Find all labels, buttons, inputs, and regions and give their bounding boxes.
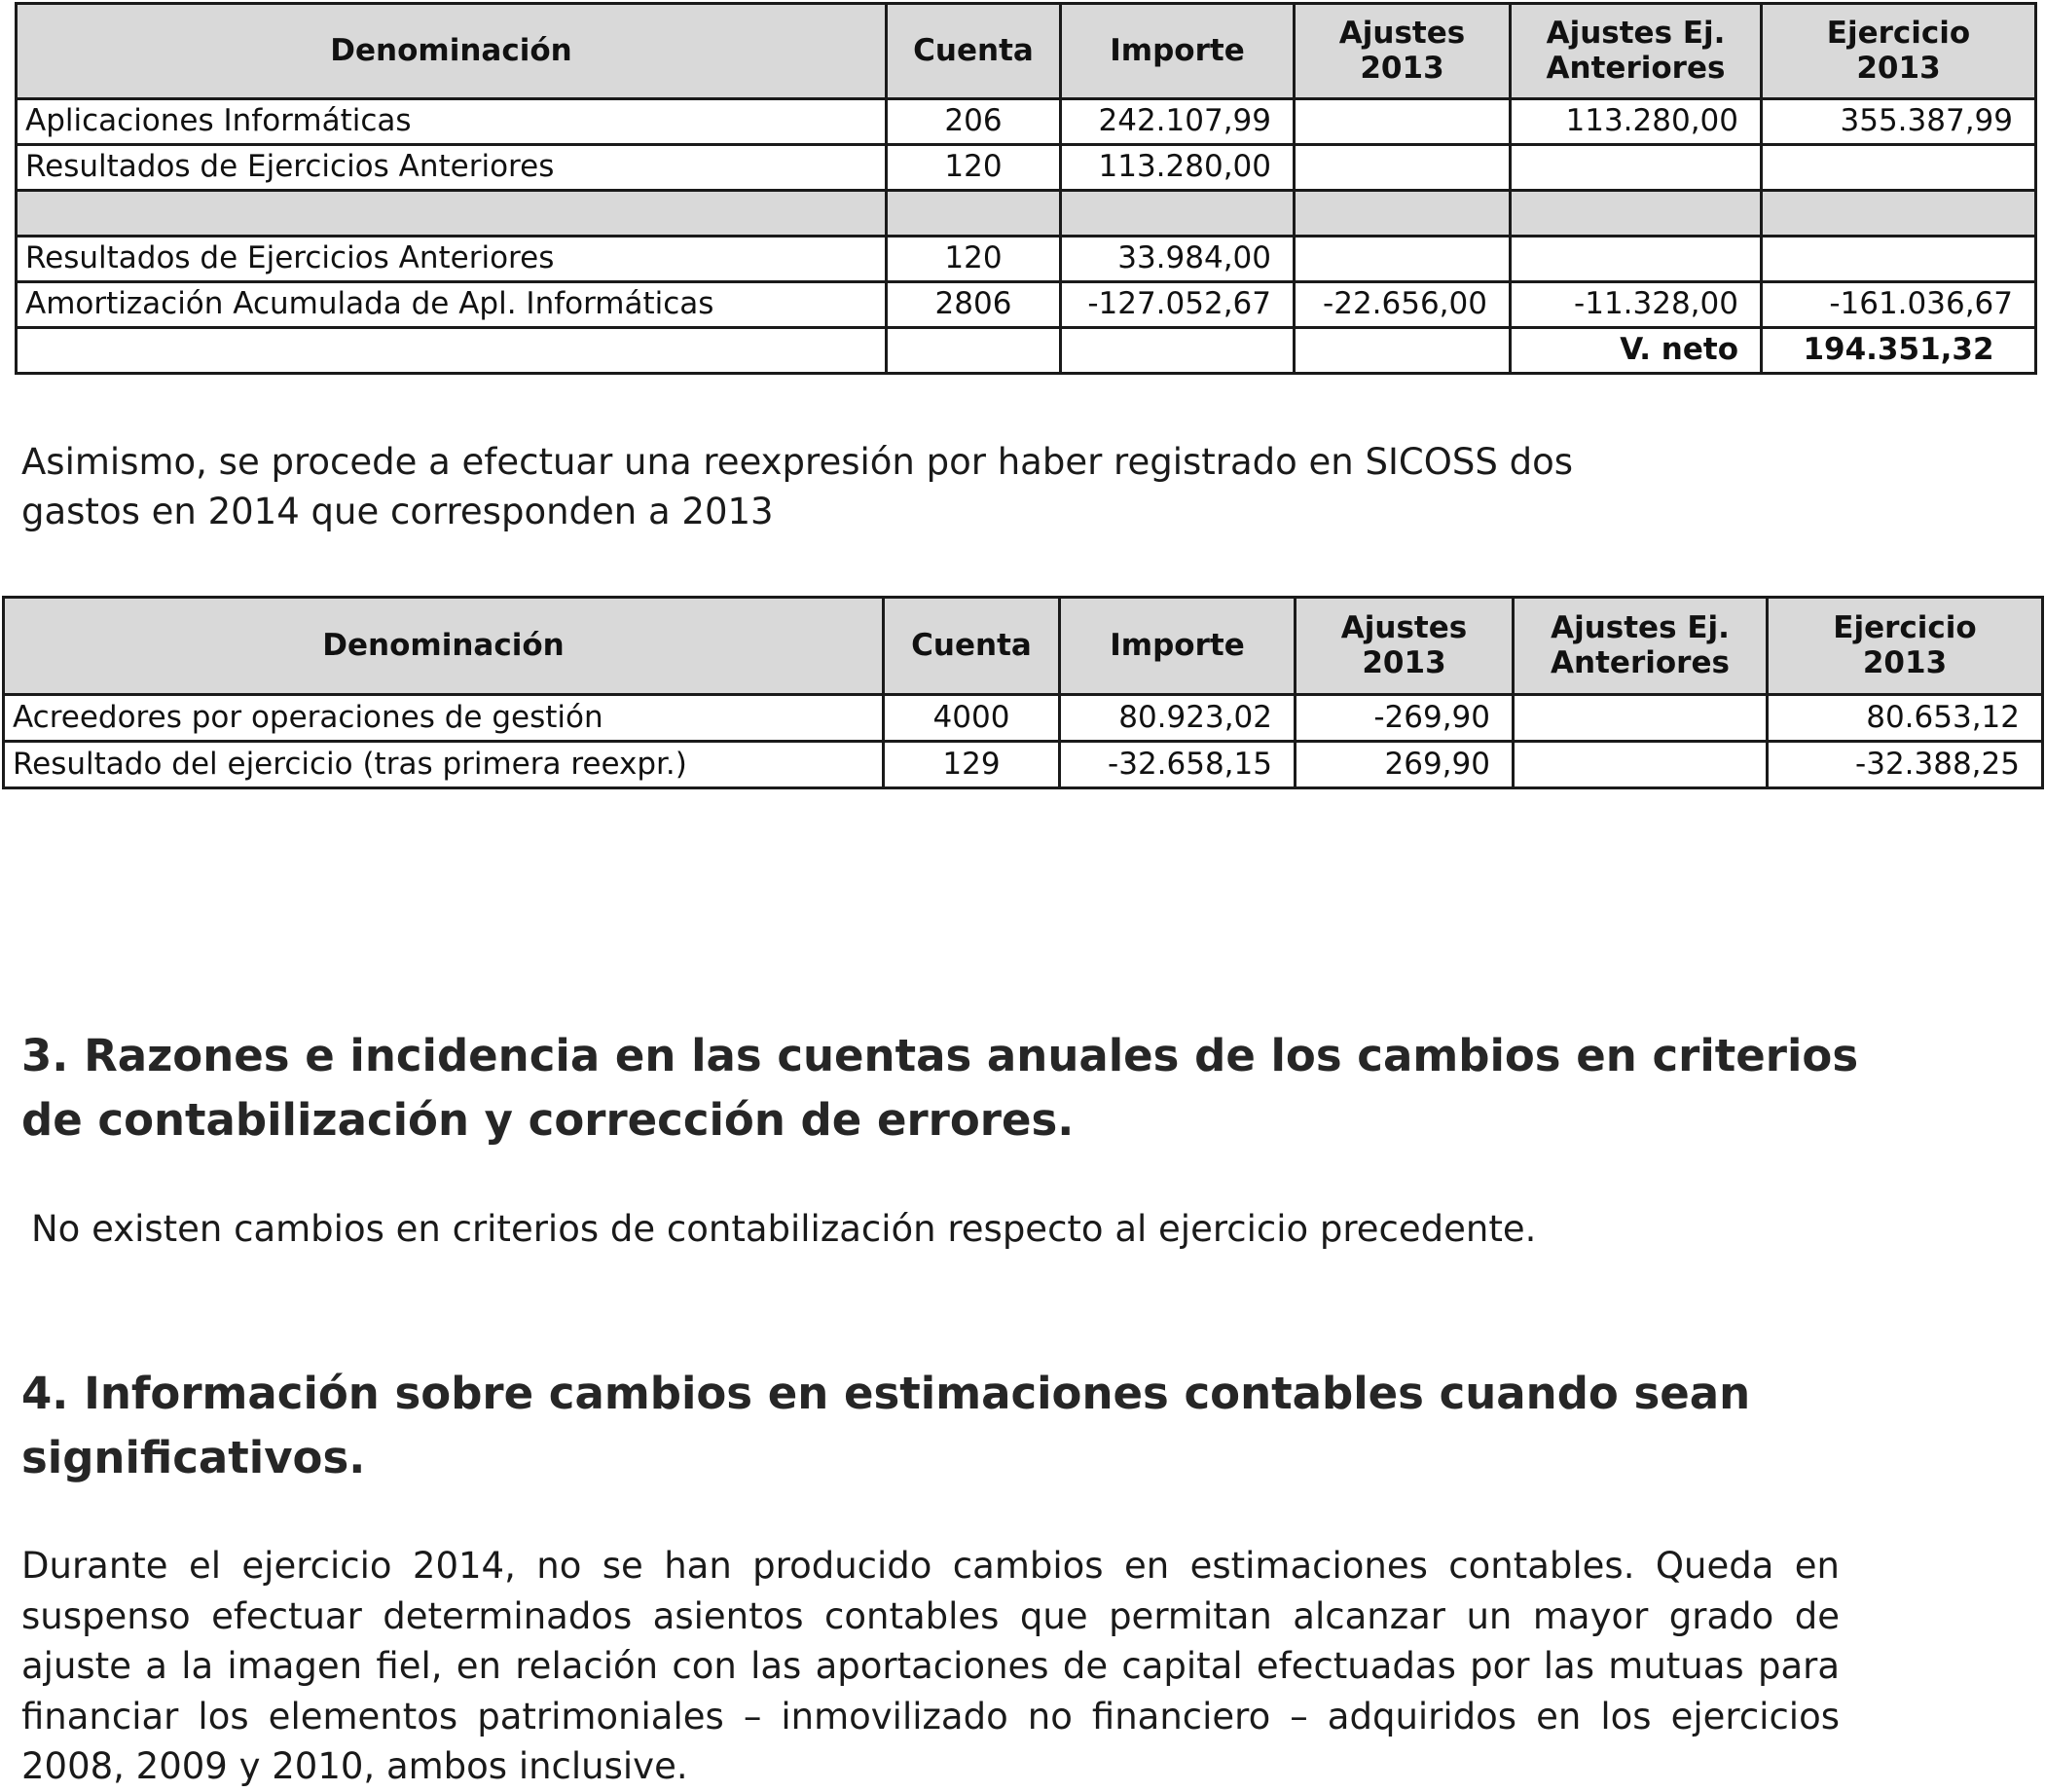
header-denominacion: Denominación [4, 598, 884, 695]
cell-denominacion: Aplicaciones Informáticas [17, 99, 887, 145]
cell-ajustes-2013: 269,90 [1296, 742, 1514, 788]
cell-ejercicio: 355.387,99 [1762, 99, 2036, 145]
cell-importe: -32.658,15 [1060, 742, 1296, 788]
table-row [17, 282, 2036, 328]
cell-ejercicio [1762, 191, 2036, 237]
cell-denominacion [17, 191, 887, 237]
table-row [17, 99, 2036, 145]
cell-ajustes-ej: -11.328,00 [1511, 282, 1762, 328]
cell-ajustes-2013: -22.656,00 [1295, 282, 1511, 328]
intro-line-2: gastos en 2014 que corresponden a 2013 [21, 491, 774, 532]
cell-cuenta: 120 [887, 237, 1061, 282]
cell-importe: 80.923,02 [1060, 695, 1296, 742]
cell-ajustes-2013 [1295, 191, 1511, 237]
adjustments-table-sicoss [2, 596, 2044, 789]
table-header-row [4, 598, 2043, 695]
cell-ajustes-ej: 113.280,00 [1511, 99, 1762, 145]
cell-cuenta: 206 [887, 99, 1061, 145]
cell-ejercicio: 80.653,12 [1768, 695, 2043, 742]
net-value-amount: 194.351,32 [1762, 328, 2036, 374]
header-ajustes-2013: Ajustes 2013 [1296, 598, 1514, 695]
cell-ajustes-ej [1511, 191, 1762, 237]
cell-ajustes-ej [1514, 742, 1768, 788]
header-ajustes-ej-anteriores: Ajustes Ej. Anteriores [1511, 4, 1762, 99]
table-header-row [17, 4, 2036, 99]
cell-denominacion: Amortización Acumulada de Apl. Informáticas [17, 282, 887, 328]
cell-denominacion: Acreedores por operaciones de gestión [4, 695, 884, 742]
net-value-label: V. neto [1511, 328, 1762, 374]
cell-ajustes-ej [1514, 695, 1768, 742]
cell-cuenta: 129 [884, 742, 1060, 788]
cell-denominacion: Resultados de Ejercicios Anteriores [17, 145, 887, 191]
header-cuenta: Cuenta [884, 598, 1060, 695]
cell-denominacion: Resultados de Ejercicios Anteriores [17, 237, 887, 282]
cell-cuenta: 120 [887, 145, 1061, 191]
cell-ajustes-2013 [1295, 328, 1511, 374]
cell-cuenta: 4000 [884, 695, 1060, 742]
header-ajustes-2013: Ajustes 2013 [1295, 4, 1511, 99]
table-row [17, 145, 2036, 191]
intro-line-1: Asimismo, se procede a efectuar una reexpresión por haber registrado en SICOSS dos [21, 441, 1573, 483]
cell-importe: 33.984,00 [1061, 237, 1295, 282]
cell-ajustes-ej [1511, 237, 1762, 282]
table-row-separator [17, 191, 2036, 237]
section-4-heading: 4. Información sobre cambios en estimaciones contables cuando sean significativos. [21, 1368, 1751, 1483]
cell-importe: 113.280,00 [1061, 145, 1295, 191]
restatement-intro-paragraph [21, 437, 1773, 536]
section-3-heading: 3. Razones e incidencia en las cuentas anuales de los cambios en criterios de contabilización y corrección de errores. [21, 1030, 1859, 1146]
cell-importe [1061, 191, 1295, 237]
table-row [17, 237, 2036, 282]
cell-denominacion [17, 328, 887, 374]
cell-ejercicio: -32.388,25 [1768, 742, 2043, 788]
cell-ejercicio [1762, 237, 2036, 282]
cell-cuenta [887, 191, 1061, 237]
header-ajustes-ej-anteriores: Ajustes Ej. Anteriores [1514, 598, 1768, 695]
section-4-paragraph: Durante el ejercicio 2014, no se han producido cambios en estimaciones contables. Queda en suspenso efectuar determinados asientos contables que permitan alcanzar un mayor grado de ajuste a la imagen fiel, en relación con las aportaciones de capital efectuadas por las mutuas para financiar los elementos patrimoniales – inmovilizado no financiero – adquiridos en los ejercicios 2008, 2009 y 2010, ambos inclusive. [21, 1545, 1840, 1787]
cell-cuenta [887, 328, 1061, 374]
header-denominacion: Denominación [17, 4, 887, 99]
table-row-total [17, 328, 2036, 374]
table-row [4, 742, 2043, 788]
cell-ajustes-2013: -269,90 [1296, 695, 1514, 742]
cell-denominacion: Resultado del ejercicio (tras primera reexpr.) [4, 742, 884, 788]
cell-importe [1061, 328, 1295, 374]
cell-ajustes-2013 [1295, 145, 1511, 191]
header-cuenta: Cuenta [887, 4, 1061, 99]
header-importe: Importe [1061, 4, 1295, 99]
cell-ajustes-2013 [1295, 99, 1511, 145]
cell-ajustes-2013 [1295, 237, 1511, 282]
cell-ajustes-ej [1511, 145, 1762, 191]
table-row [4, 695, 2043, 742]
cell-ejercicio: -161.036,67 [1762, 282, 2036, 328]
section-3-paragraph: No existen cambios en criterios de contabilización respecto al ejercicio precedente. [31, 1208, 1537, 1250]
header-ejercicio-2013: Ejercicio 2013 [1762, 4, 2036, 99]
cell-ejercicio [1762, 145, 2036, 191]
cell-importe: 242.107,99 [1061, 99, 1295, 145]
cell-cuenta: 2806 [887, 282, 1061, 328]
cell-importe: -127.052,67 [1061, 282, 1295, 328]
adjustments-table-applications [15, 2, 2037, 375]
header-importe: Importe [1060, 598, 1296, 695]
header-ejercicio-2013: Ejercicio 2013 [1768, 598, 2043, 695]
